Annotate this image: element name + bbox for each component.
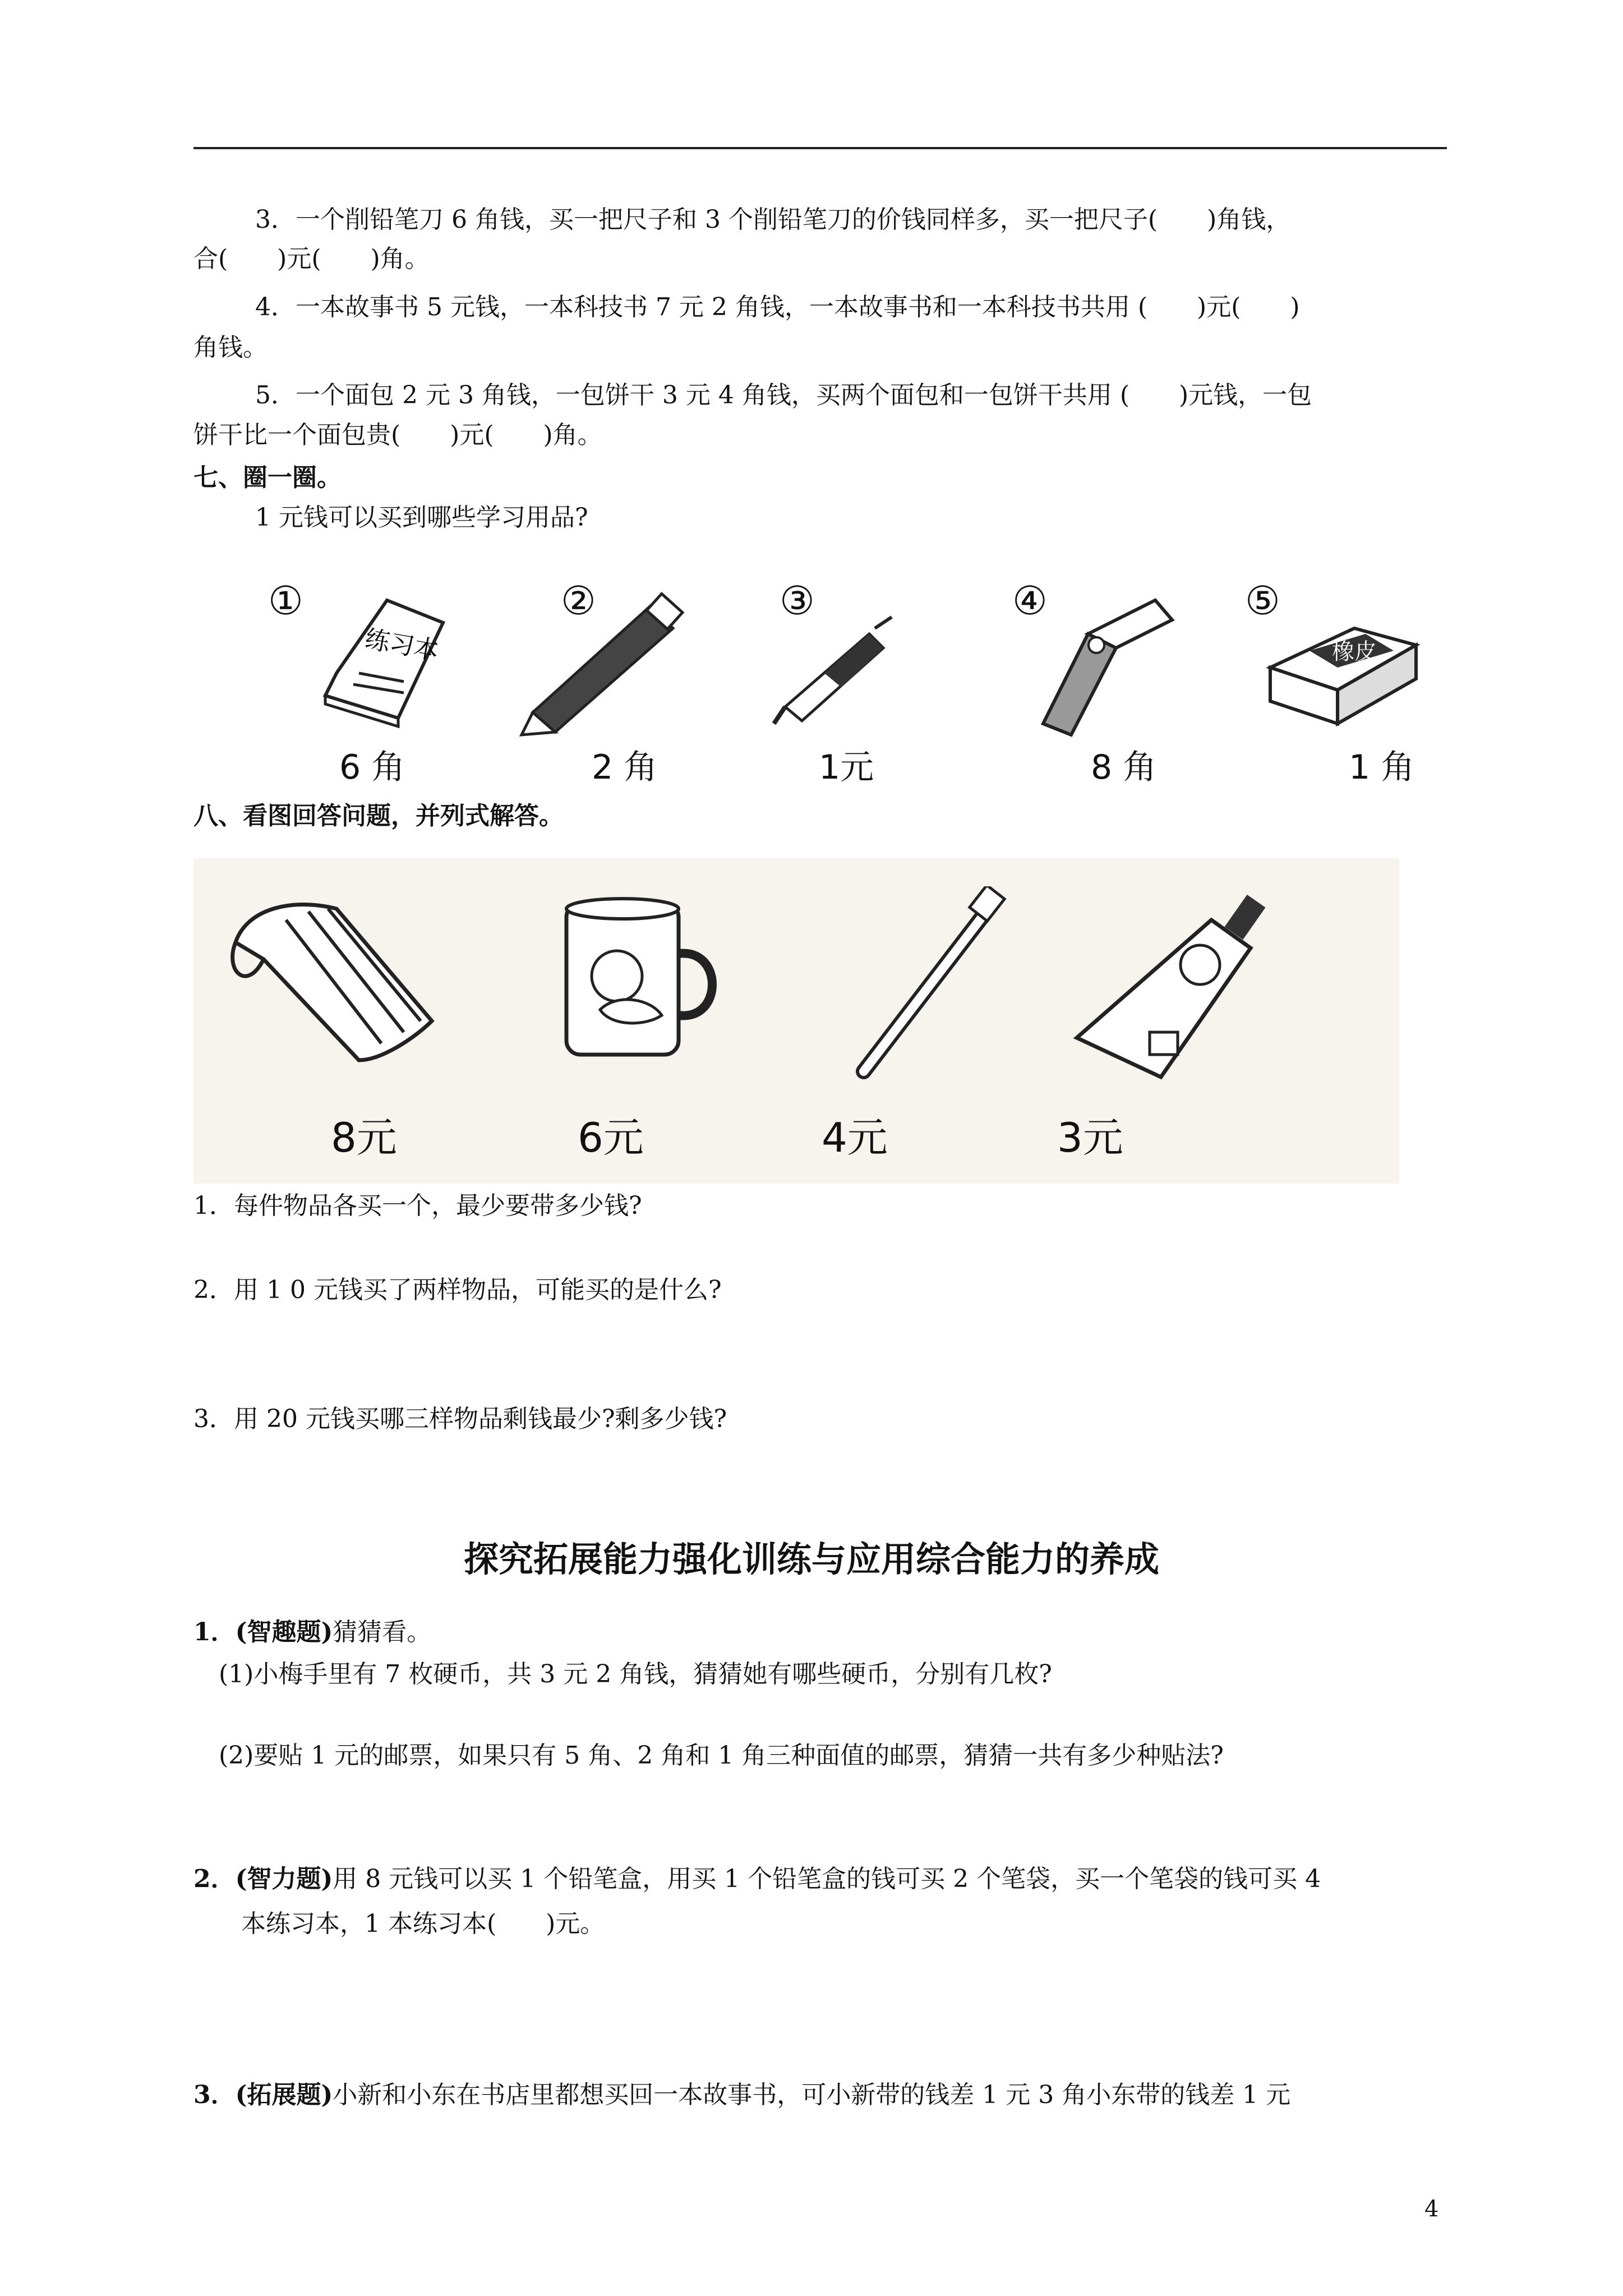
notebook-label: 练习本 xyxy=(362,624,441,666)
section-8-question-2: 2．用 1 0 元钱买了两样物品，可能买的是什么? xyxy=(193,1276,722,1304)
toothbrush-icon xyxy=(836,886,1015,1088)
pen-icon xyxy=(763,611,903,735)
item-number-1: ① xyxy=(268,578,303,624)
extension-question-2 xyxy=(193,1862,1321,1896)
q2-text: 用 8 元钱可以买 1 个铅笔盒，用买 1 个铅笔盒的钱可买 2 个笔袋，买一个笔袋的钱可买 4 xyxy=(333,1865,1321,1893)
q1-tag: (智趣题) xyxy=(235,1618,333,1646)
price-sharpener: 8 角 xyxy=(1091,748,1157,787)
price-pencil: 2 角 xyxy=(592,748,658,787)
question-6-3-line2: 合( )元( )角。 xyxy=(193,245,430,273)
q3-number: 3． xyxy=(193,2081,236,2109)
extension-question-2-line2: 本练习本，1 本练习本( )元。 xyxy=(241,1910,605,1938)
page-number: 4 xyxy=(1424,2196,1439,2222)
extension-question-1 xyxy=(193,1616,431,1649)
extension-question-1-sub2: (2)要贴 1 元的邮票，如果只有 5 角、2 角和 1 角三种面值的邮票，猜猜一共有多少种贴法? xyxy=(219,1741,1224,1770)
pencil-icon xyxy=(510,589,690,740)
eraser-icon xyxy=(1259,606,1427,735)
q2-number: 2． xyxy=(193,1865,236,1893)
q1-text: 猜猜看。 xyxy=(333,1618,432,1646)
q3-text: 小新和小东在书店里都想买回一本故事书，可小新带的钱差 1 元 3 角小东带的钱差 1 元 xyxy=(333,2081,1291,2109)
price-toothbrush: 4元 xyxy=(822,1114,888,1161)
price-eraser: 1 角 xyxy=(1349,748,1415,787)
section-8-question-3: 3．用 20 元钱买哪三样物品剩钱最少?剩多少钱? xyxy=(193,1405,727,1433)
extension-question-3 xyxy=(193,2078,1290,2112)
item-number-3: ③ xyxy=(780,578,815,624)
item-number-4: ④ xyxy=(1012,578,1048,624)
extension-question-1-sub1: (1)小梅手里有 7 枚硬币，共 3 元 2 角钱，猜猜她有哪些硬币，分别有几枚? xyxy=(219,1660,1052,1688)
q3-tag: (拓展题) xyxy=(235,2081,333,2109)
eraser-label: 橡皮 xyxy=(1332,639,1377,665)
towel-icon xyxy=(213,875,449,1077)
question-6-5-line1: 5．一个面包 2 元 3 角钱，一包饼干 3 元 4 角钱，买两个面包和一包饼干共用 ( )元钱，一包 xyxy=(255,381,1312,409)
question-6-5-line2: 饼干比一个面包贵( )元( )角。 xyxy=(193,421,602,449)
section-7-question: 1 元钱可以买到哪些学习用品? xyxy=(255,503,588,532)
question-6-4-line2: 角钱。 xyxy=(193,333,268,362)
question-6-4-line1: 4．一本故事书 5 元钱，一本科技书 7 元 2 角钱，一本故事书和一本科技书共用 ( )元( ) xyxy=(255,293,1300,321)
price-pen: 1元 xyxy=(819,748,874,787)
notebook-icon xyxy=(320,589,449,735)
question-6-3-line1: 3．一个削铅笔刀 6 角钱，买一把尺子和 3 个削铅笔刀的价钱同样多，买一把尺子( )角钱， xyxy=(255,205,1291,234)
price-notebook: 6 角 xyxy=(339,748,405,787)
q2-tag: (智力题) xyxy=(235,1865,333,1893)
cup-icon xyxy=(550,886,735,1071)
section-8-heading: 八、看图回答问题，并列式解答。 xyxy=(193,802,564,830)
price-cup: 6元 xyxy=(578,1114,644,1161)
extension-title: 探究拓展能力强化训练与应用综合能力的养成 xyxy=(463,1539,1159,1580)
toothpaste-icon xyxy=(1066,886,1301,1088)
sharpener-icon xyxy=(1032,589,1189,740)
price-towel: 8元 xyxy=(331,1114,397,1161)
section-8-question-1: 1．每件物品各买一个，最少要带多少钱? xyxy=(193,1191,642,1220)
q1-number: 1． xyxy=(193,1618,236,1646)
header-rule xyxy=(193,147,1447,149)
item-number-2: ② xyxy=(561,578,596,624)
item-number-5: ⑤ xyxy=(1245,578,1280,624)
price-toothpaste: 3元 xyxy=(1057,1114,1123,1161)
section-7-heading: 七、圈一圈。 xyxy=(193,463,342,492)
